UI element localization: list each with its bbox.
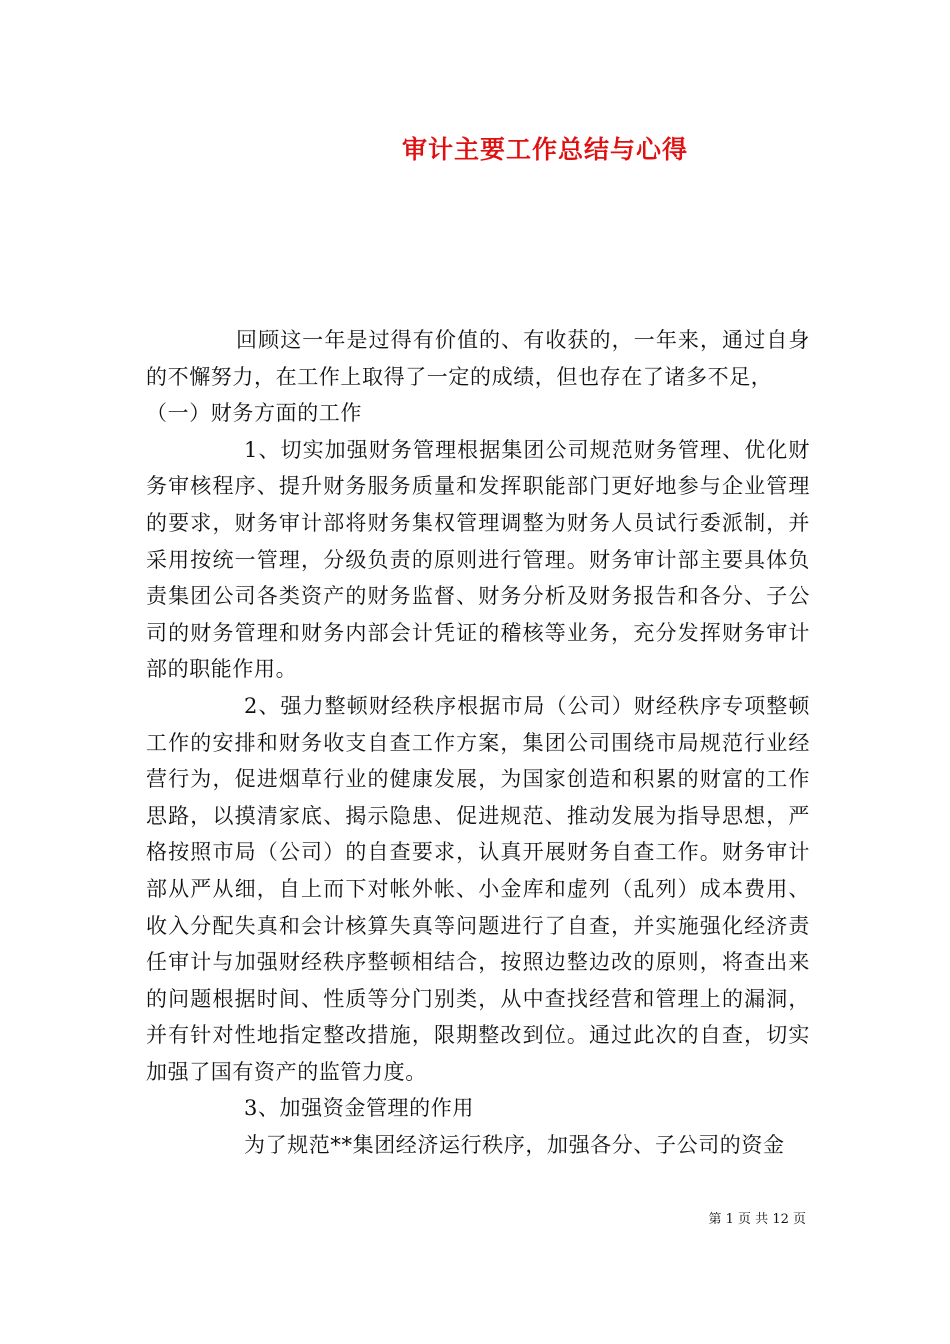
- item-1-paragraph: 1、切实加强财务管理根据集团公司规范财务管理、优化财务审核程序、提升财务服务质量和发挥职能部门更好地参与企业管理的要求，财务审计部将财务集权管理调整为财务人员试行委派制，并采用按统一管理，分级负责的原则进行管理。财务审计部主要具体负责集团公司各类资产的财务监督、财务分析及财务报告和各分、子公司的财务管理和财务内部会计凭证的稽核等业务，充分发挥财务审计部的职能作用。: [146, 437, 810, 682]
- section-heading: （一）财务方面的工作: [146, 401, 362, 426]
- document-title: 审计主要工作总结与心得: [401, 135, 688, 164]
- page-number-footer: 第 1 页 共 12 页: [708, 1212, 806, 1227]
- intro-paragraph: 回顾这一年是过得有价值的、有收获的，一年来，通过自身的不懈努力，在工作上取得了一定的成绩，但也存在了诸多不足，: [146, 328, 810, 389]
- item-3-heading: 3、加强资金管理的作用: [244, 1096, 474, 1121]
- item-3-paragraph: 为了规范**集团经济运行秩序，加强各分、子公司的资金: [244, 1133, 785, 1158]
- document-body: [146, 322, 810, 1164]
- item-2-paragraph: 2、强力整顿财经秩序根据市局（公司）财经秩序专项整顿工作的安排和财务收支自查工作方案，集团公司围绕市局规范行业经营行为，促进烟草行业的健康发展，为国家创造和积累的财富的工作思路，以摸清家底、揭示隐患、促进规范、推动发展为指导思想，严格按照市局（公司）的自查要求，认真开展财务自查工作。财务审计部从严从细，自上而下对帐外帐、小金库和虚列（乱列）成本费用、收入分配失真和会计核算失真等问题进行了自查，并实施强化经济责任审计与加强财经秩序整顿相结合，按照边整边改的原则，将查出来的问题根据时间、性质等分门别类，从中查找经营和管理上的漏洞，并有针对性地指定整改措施，限期整改到位。通过此次的自查，切实加强了国有资产的监管力度。: [146, 693, 810, 1084]
